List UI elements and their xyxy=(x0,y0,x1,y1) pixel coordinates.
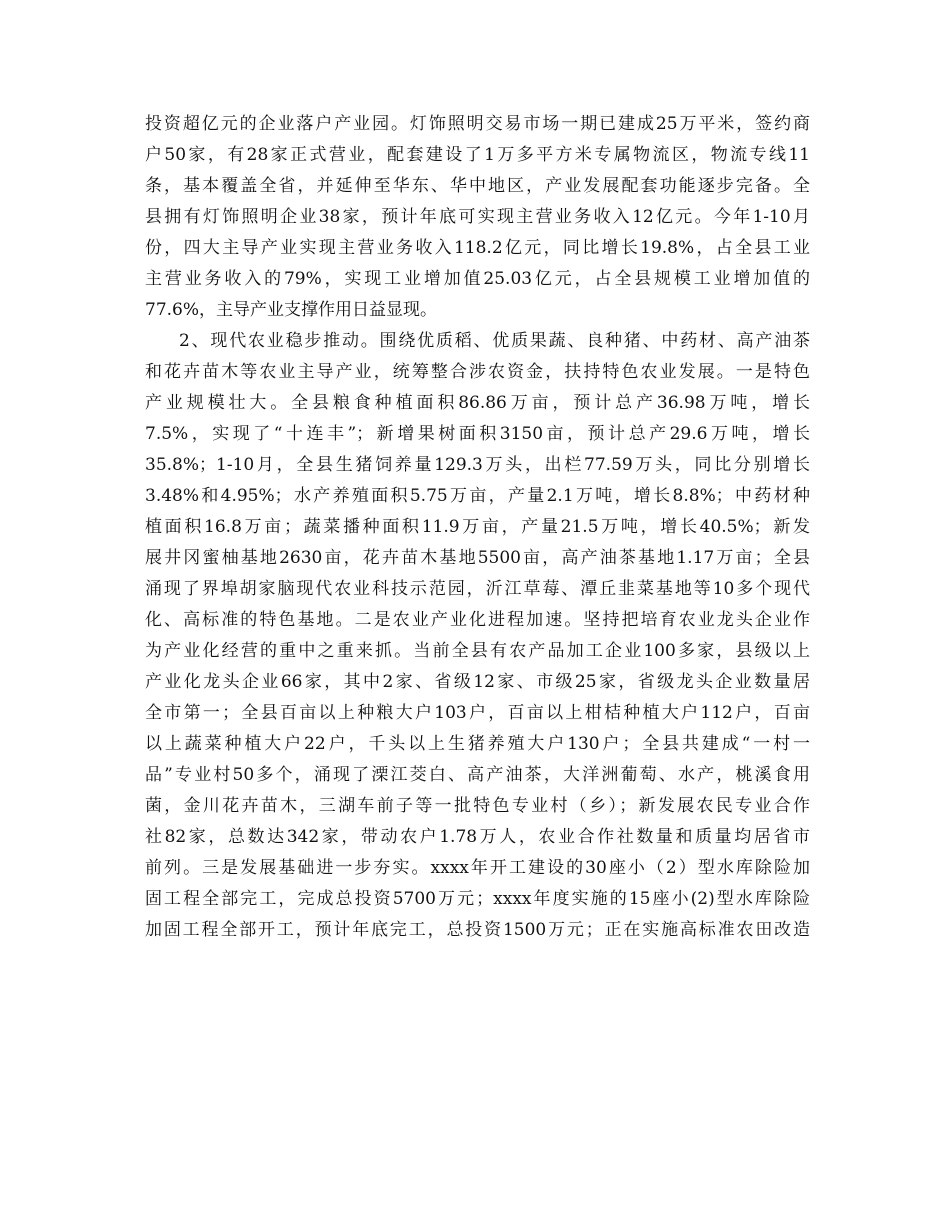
text-line: 投资超亿元的企业落户产业园。灯饰照明交易市场一期已建成25万平米，签约商 xyxy=(145,114,810,134)
text-line: 为产业化经营的重中之重来抓。当前全县有农产品加工企业100多家，县级以上 xyxy=(145,641,810,661)
text-line: 涌现了界埠胡家脑现代农业科技示范园，沂江草莓、潭丘韭菜基地等10多个现代 xyxy=(145,579,810,599)
text-line: 77.6%，主导产业支撑作用日益显现。 xyxy=(145,300,438,320)
text-line: 前列。三是发展基础进一步夯实。xxxx年开工建设的30座小（2）型水库除险加 xyxy=(145,858,810,878)
document-body xyxy=(145,109,810,946)
text-line: 以上蔬菜种植大户22户，千头以上生猪养殖大户130户；全县共建成“一村一 xyxy=(145,734,810,754)
text-line: 和花卉苗木等农业主导产业，统筹整合涉农资金，扶持特色农业发展。一是特色 xyxy=(145,362,810,382)
text-line: 县拥有灯饰照明企业38家，预计年底可实现主营业务收入12亿元。今年1-10月 xyxy=(145,207,810,227)
text-line: 3.48%和4.95%；水产养殖面积5.75万亩，产量2.1万吨，增长8.8%；中药材种 xyxy=(145,486,810,506)
text-line: 35.8%；1-10月，全县生猪饲养量129.3万头，出栏77.59万头，同比分别增长 xyxy=(145,455,810,475)
text-line: 产业化龙头企业66家，其中2家、省级12家、市级25家，省级龙头企业数量居 xyxy=(145,672,810,692)
text-line: 植面积16.8万亩；蔬菜播种面积11.9万亩，产量21.5万吨，增长40.5%；新发 xyxy=(145,517,810,537)
text-line: 全市第一；全县百亩以上种粮大户103户，百亩以上柑桔种植大户112户，百亩 xyxy=(145,703,810,723)
text-line: 2、现代农业稳步推动。围绕优质稻、优质果蔬、良种猪、中药材、高产油茶 xyxy=(179,331,810,351)
text-line: 主营业务收入的79%，实现工业增加值25.03亿元，占全县规模工业增加值的 xyxy=(145,269,810,289)
text-line: 户50家，有28家正式营业，配套建设了1万多平方米专属物流区，物流专线11 xyxy=(145,145,810,165)
text-line: 品”专业村50多个，涌现了溧江茭白、高产油茶，大洋洲葡萄、水产，桃溪食用 xyxy=(145,765,810,785)
text-line: 社82家，总数达342家，带动农户1.78万人，农业合作社数量和质量均居省市 xyxy=(145,827,810,847)
text-line: 化、高标准的特色基地。二是农业产业化进程加速。坚持把培育农业龙头企业作 xyxy=(145,610,810,630)
text-line: 展井冈蜜柚基地2630亩，花卉苗木基地5500亩，高产油茶基地1.17万亩；全县 xyxy=(145,548,810,568)
paragraph-modern-agriculture xyxy=(145,326,810,946)
text-line: 加固工程全部开工，预计年底完工，总投资1500万元；正在实施高标准农田改造 xyxy=(145,920,810,940)
text-line: 产业规模壮大。全县粮食种植面积86.86万亩，预计总产36.98万吨，增长 xyxy=(145,393,810,413)
text-line: 菌，金川花卉苗木，三湖车前子等一批特色专业村（乡）；新发展农民专业合作 xyxy=(145,796,810,816)
text-line: 份，四大主导产业实现主营业务收入118.2亿元，同比增长19.8%，占全县工业 xyxy=(145,238,810,258)
text-line: 固工程全部完工，完成总投资5700万元；xxxx年度实施的15座小(2)型水库除险 xyxy=(145,889,810,909)
paragraph-industry-summary xyxy=(145,109,810,326)
text-line: 7.5%，实现了“十连丰”；新增果树面积3150亩，预计总产29.6万吨，增长 xyxy=(145,424,810,444)
text-line: 条，基本覆盖全省，并延伸至华东、华中地区，产业发展配套功能逐步完备。全 xyxy=(145,176,810,196)
